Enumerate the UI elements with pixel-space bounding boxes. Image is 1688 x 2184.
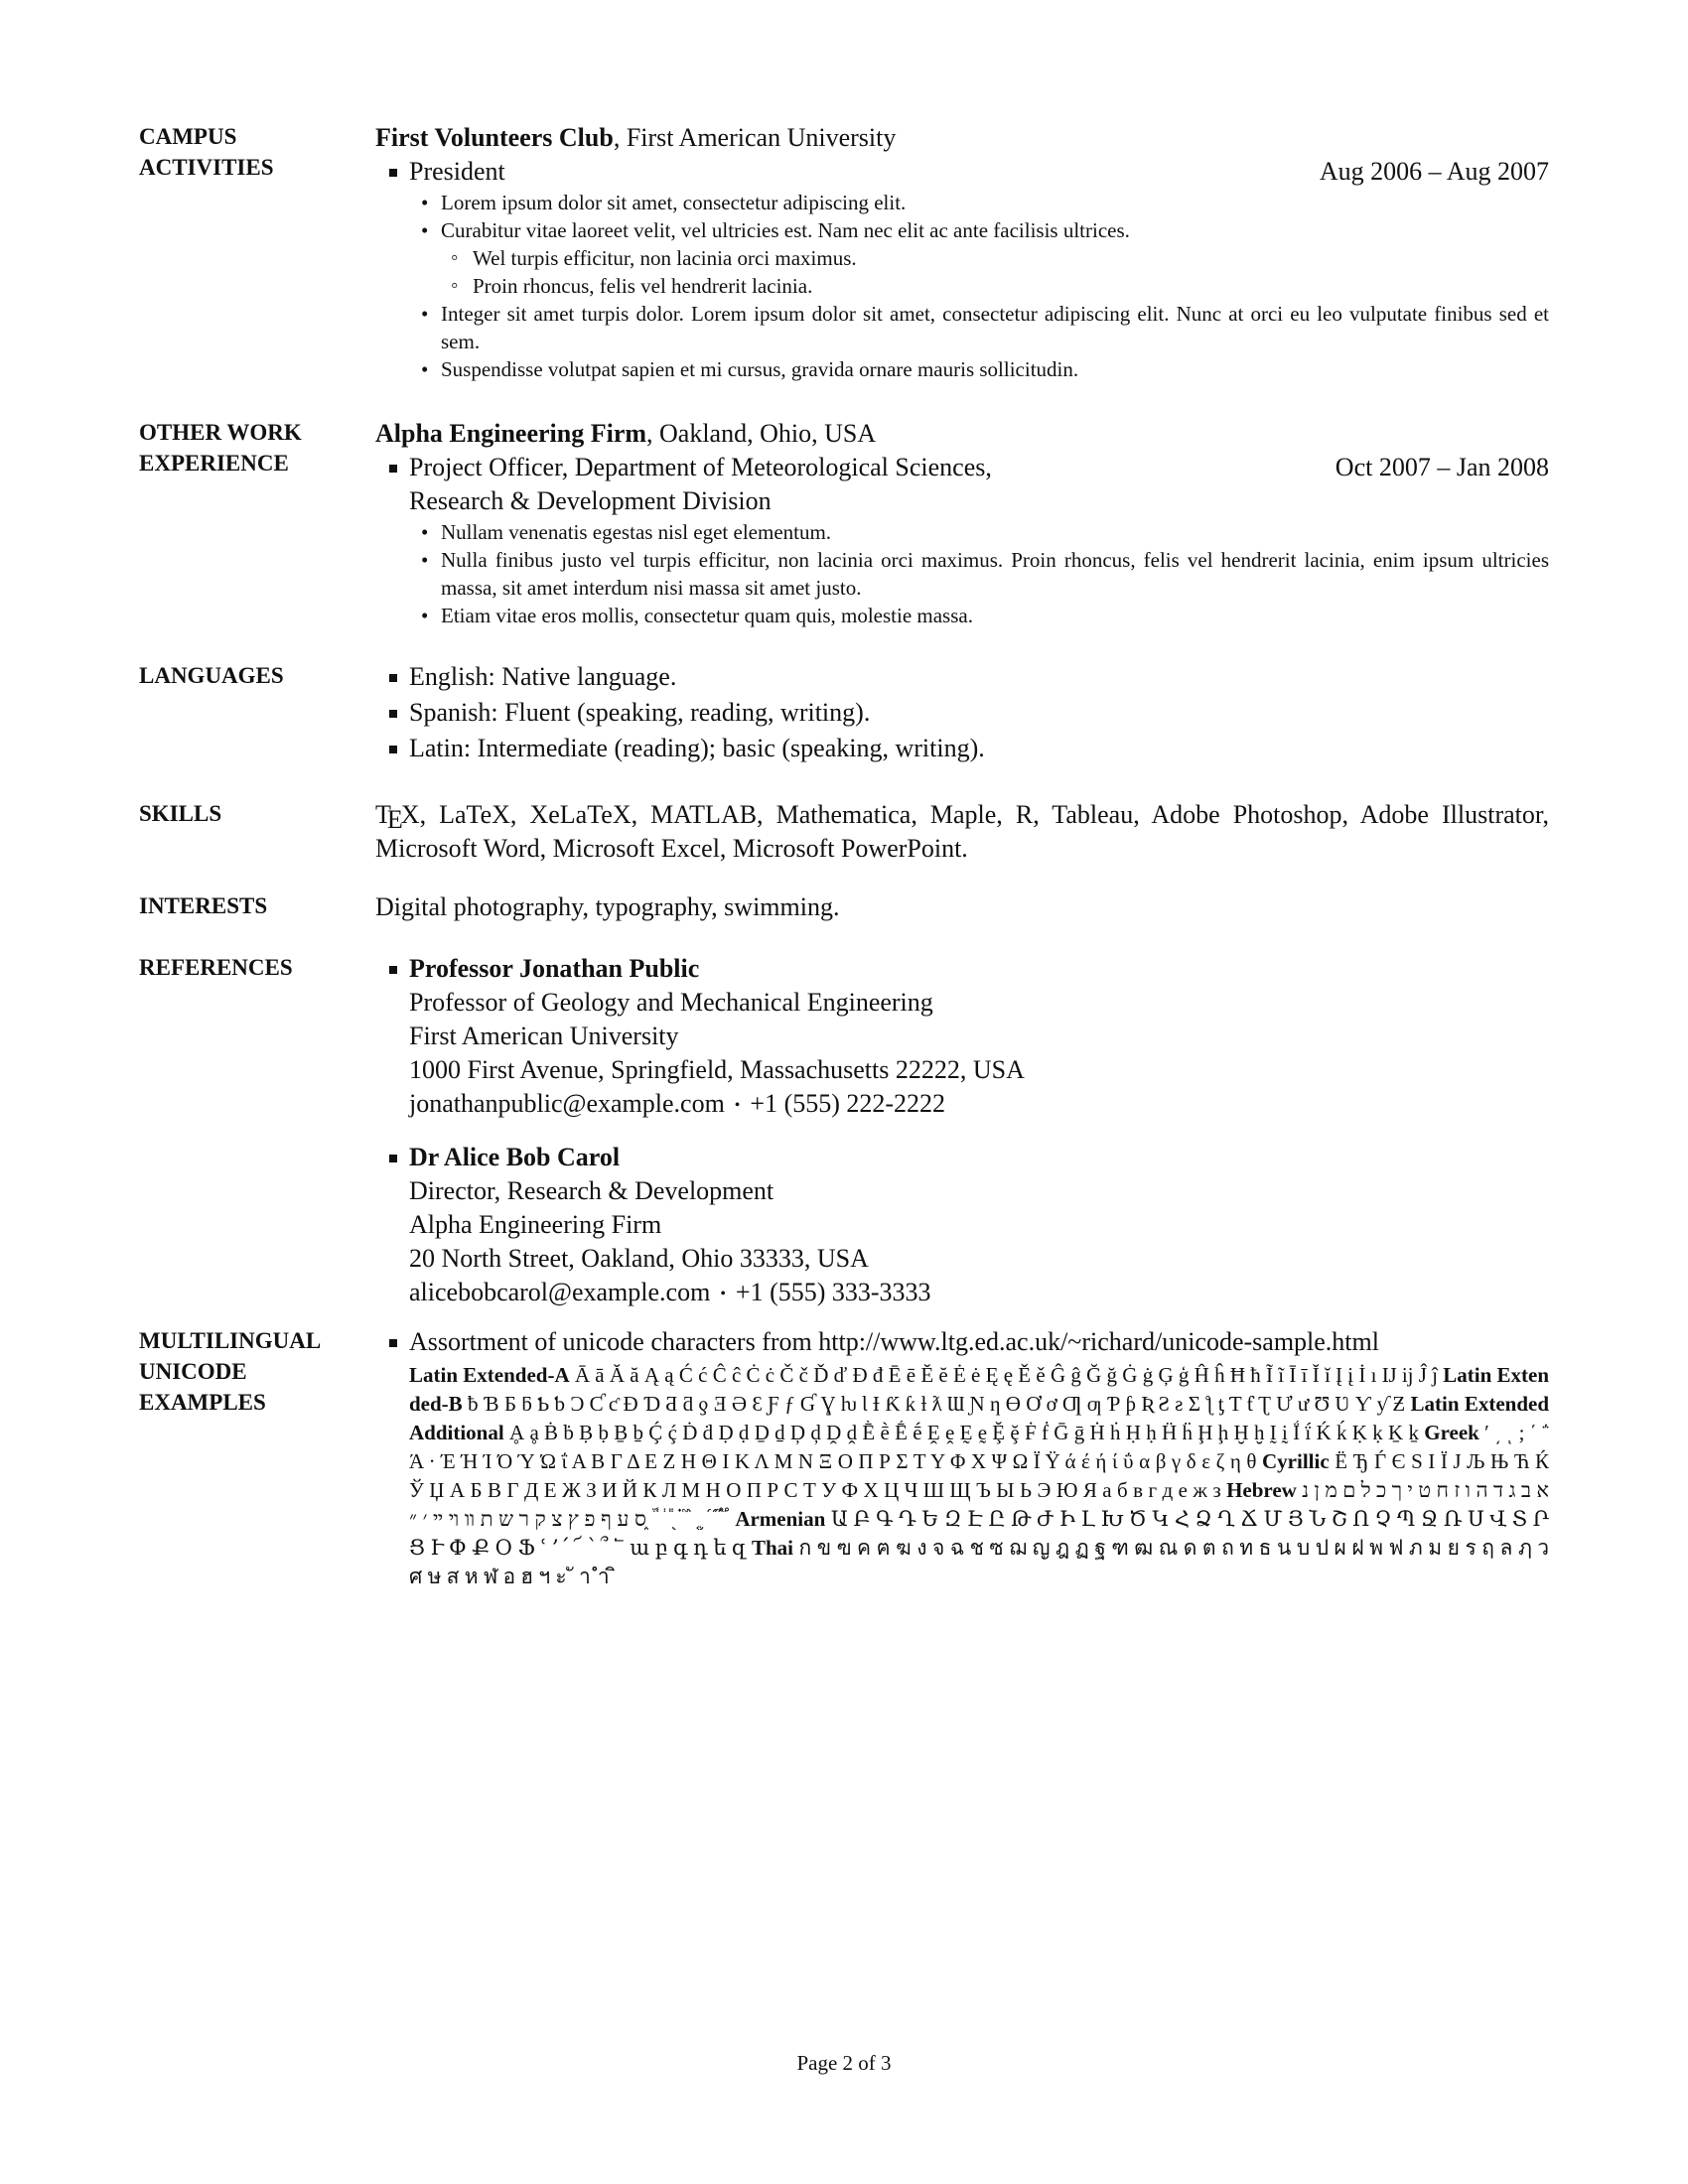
reference-name: Dr Alice Bob Carol [409,1143,621,1172]
language-text: Spanish: Fluent (speaking, reading, writing). [409,698,871,727]
label-line: CAMPUS [139,124,237,149]
reference-name: Professor Jonathan Public [409,954,700,983]
reference-email[interactable]: jonathanpublic@example.com [409,1089,725,1118]
org-heading [375,417,1549,451]
tex-logo: X [400,800,420,829]
section-label [139,417,357,478]
list-item: • Nullam venenatis egestas nisl eget elementum. [441,518,1549,546]
reference-title: Professor of Geology and Mechanical Engineering [409,988,933,1017]
square-bullet-icon [389,169,397,177]
role-title: Project Officer, Department of Meteorological Sciences, [409,453,992,481]
sub-bullet-list [441,244,1549,300]
language-item [375,660,1549,694]
script-chars: Ё Ђ Ѓ Є Ѕ І Ї Ј Љ Њ Ћ Ќ Ў Џ А Б В Г Д Е Ж З И Й К Л М Н О П Р С Т У Ф Х Ц Ч Ш Щ Ъ Ы Ь Э Ю Я а б в г д е ж з [409,1449,1549,1502]
page-number: Page 2 of 3 [796,2051,892,2075]
script-chars: Ḁ ḁ Ḃ ḃ Ḅ ḅ Ḇ ḇ Ḉ ḉ Ḋ ḋ Ḍ ḍ Ḏ ḏ Ḑ ḑ Ḓ ḓ Ḕ ḕ Ḗ ḗ Ḙ ḙ Ḛ ḛ Ḝ ḝ Ḟ ḟ Ḡ ḡ Ḣ ḣ Ḥ ḥ Ḧ ḧ Ḩ ḩ Ḫ ḫ Ḭ ḭ Ḯ ḯ Ḱ ḱ Ḳ ḳ Ḵ ḵ [509,1421,1419,1444]
script-label: Armenian [735,1507,826,1531]
script-label: Latin Extended Additional [409,1392,1550,1444]
tex-logo: T [375,800,391,829]
square-bullet-icon [389,1339,397,1347]
section-body [375,952,1549,1329]
tex-logo: E [386,805,403,834]
reference-address: 20 North Street, Oakland, Ohio 33333, USA [409,1244,869,1274]
list-item: • Etiam vitae eros mollis, consectetur quam quis, molestie massa. [441,602,1549,629]
role-dates: Aug 2006 – Aug 2007 [1319,157,1549,186]
org-name: Alpha Engineering Firm [375,419,647,448]
list-item: • Suspendisse volutpat sapien et mi cursus, gravida ornare mauris sollicitudin. [441,355,1549,383]
section-body [375,798,1549,866]
script-chars: ƀ Ɓ Ƃ ƃ Ƅ ƅ Ɔ Ƈ ƈ Ɖ Ɗ Ƌ ƌ ƍ Ǝ Ə Ɛ Ƒ ƒ Ɠ Ɣ ƕ Ɩ Ɨ Ƙ ƙ ƚ ƛ Ɯ Ɲ ƞ Ɵ Ơ ơ Ƣ ƣ Ƥ ƥ Ʀ Ƨ ƨ Ʃ ƪ ƫ Ƭ ƭ Ʈ Ư ư Ʊ Ʋ Ƴ ƴ Ƶ [467,1392,1406,1416]
reference-contact [409,1276,1549,1311]
script-chars: ʹ ͵ ͺ ; ΄ ΅ Ά · Έ Ή Ί Ό Ύ Ώ ΐ Α Β Γ Δ Ε Ζ Η Θ Ι Κ Λ Μ Ν Ξ Ο Π Ρ Σ Τ Υ Φ Χ Ψ Ω Ϊ Ϋ ά έ ή ί ΰ α β γ δ ε ζ η θ [409,1421,1550,1473]
script-label: Latin Extended-A [409,1363,570,1387]
reference-title: Director, Research & Development [409,1176,774,1206]
reference-address: 1000 First Avenue, Springfield, Massachusetts 22222, USA [409,1055,1025,1084]
list-item [441,216,1549,300]
label-line: UNICODE [139,1359,247,1384]
unicode-intro-text: Assortment of unicode characters from http://www.ltg.ed.ac.uk/~richard/unicode-sample.html [409,1327,1379,1356]
org-heading [375,121,1549,155]
section-label: INTERESTS [139,893,268,918]
reference-contact [409,1087,1549,1123]
reference-phone: +1 (555) 333-3333 [735,1278,931,1307]
skills-list: , LaTeX, XeLaTeX, MATLAB, Mathematica, Maple, R, Tableau, Adobe Photoshop, Adobe Illustrator, Microsoft Word, Microsoft Excel, Microsoft PowerPoint. [375,800,1549,863]
square-bullet-icon [389,710,397,718]
org-name: First Volunteers Club [375,123,614,152]
org-location: , Oakland, Ohio, USA [646,419,877,448]
reference-email[interactable]: alicebobcarol@example.com [409,1278,711,1307]
sub-list-item: ◦ Wel turpis efficitur, non lacinia orci maximus. [473,244,1549,272]
role-title: President [409,157,505,186]
label-line: MULTILINGUAL [139,1328,322,1353]
list-item: • Integer sit amet turpis dolor. Lorem ipsum dolor sit amet, consectetur adipiscing elit. Nunc at orci eu leo vulputate finibus sed et sem. [441,300,1549,355]
square-bullet-icon [389,746,397,753]
script-chars: Ա Բ Գ Դ Ե Զ Է Ը Թ Ժ Ի Լ Խ Ծ Կ Հ Ձ Ղ Ճ Մ Յ Ն Շ Ո Չ Պ Ջ Ռ Ս Վ Տ Ր Ց Ւ Փ Ք Օ Ֆ ՙ ՚ ՛ ՜ ՝ ՞ ՟ ա բ գ դ ե զ [409,1507,1550,1560]
label-line: EXPERIENCE [139,451,289,476]
script-label: Thai [752,1536,794,1560]
reference-phone: +1 (555) 222-2222 [750,1089,946,1118]
interests-text: Digital photography, typography, swimming. [375,892,840,921]
org-location: , First American University [613,123,897,152]
square-bullet-icon [389,465,397,473]
square-bullet-icon [389,1155,397,1162]
section-body [375,121,1549,383]
square-bullet-icon [389,966,397,974]
script-chars: Ā ā Ă ă Ą ą Ć ć Ĉ ĉ Ċ ċ Č č Ď ď Đ đ Ē ē Ĕ ĕ Ė ė Ę ę Ě ě Ĝ ĝ Ğ ğ Ġ ġ Ģ ģ Ĥ ĥ Ħ ħ Ĩ ĩ Ī ī Ĭ ĭ Į į İ ı Ĳ ĳ Ĵ ĵ [574,1363,1438,1387]
separator-dot: • [720,1286,726,1303]
section-body [375,417,1549,629]
section-label [139,121,357,183]
role-division: Research & Development Division [409,486,772,515]
sub-list-item: ◦ Proin rhoncus, felis vel hendrerit lacinia. [473,272,1549,300]
script-label: Cyrillic [1262,1449,1330,1473]
role-row [375,155,1549,189]
reference-org: First American University [409,1022,679,1050]
script-label: Latin Extended-B [409,1363,1550,1416]
section-body [375,660,1549,767]
language-item [375,732,1549,765]
section-label: REFERENCES [139,955,293,980]
unicode-intro [375,1325,1549,1359]
skills-text [375,798,1549,866]
label-line: EXAMPLES [139,1390,266,1415]
section-label [139,1325,357,1418]
list-item: • Lorem ipsum dolor sit amet, consectetur adipiscing elit. [441,189,1549,216]
script-chars: ก ข ฃ ค ฅ ฆ ง จ ฉ ช ซ ฌ ญ ฎ ฏ ฐ ฑ ฒ ณ ด ต ถ ท ธ น บ ป ผ ฝ พ ฟ ภ ม ย ร ฤ ล ฦ ว ศ ษ ส ห ฬ อ ฮ ฯ ะ ั า ำ ิ [409,1536,1549,1588]
language-item [375,696,1549,730]
list-item-text: Curabitur vitae laoreet velit, vel ultricies est. Nam nec elit ac ante facilisis ultrices. [441,218,1130,242]
bullet-list [375,189,1549,383]
label-line: ACTIVITIES [139,155,274,180]
role-row [375,451,1549,518]
reference-org: Alpha Engineering Firm [409,1210,662,1240]
role-dates: Oct 2007 – Jan 2008 [1335,453,1549,481]
language-text: Latin: Intermediate (reading); basic (speaking, writing). [409,734,985,762]
script-chars: א ב ג ד ה ו ז ח ט י ך כ ל ם מ ן נ ס ע ף פ ץ צ ק ר ש ת װ ױ ײ ׳ ״ ֑ ֒ ֓ ֔ ֕ ֖ ֗ ֘ ֙ ֚ ֛ ֜ ֝ ֞ ֟ [409,1478,1549,1531]
bullet-list [375,518,1549,629]
list-item: • Nulla finibus justo vel turpis efficitur, non lacinia orci maximus. Proin rhoncus, felis vel hendrerit lacinia, enim ipsum ultricies massa, sit amet interdum nisi massa sit amet justo. [441,546,1549,602]
section-body [375,890,1549,924]
section-label: SKILLS [139,801,222,826]
section-label: LANGUAGES [139,663,284,688]
reference-entry [375,952,1549,1123]
section-body [375,1325,1549,1591]
square-bullet-icon [389,674,397,682]
script-label: Hebrew [1226,1478,1297,1502]
script-label: Greek [1424,1421,1479,1444]
label-line: OTHER WORK [139,420,302,445]
unicode-samples [375,1361,1549,1591]
separator-dot: • [734,1097,741,1115]
language-text: English: Native language. [409,662,677,691]
reference-entry [375,1141,1549,1311]
